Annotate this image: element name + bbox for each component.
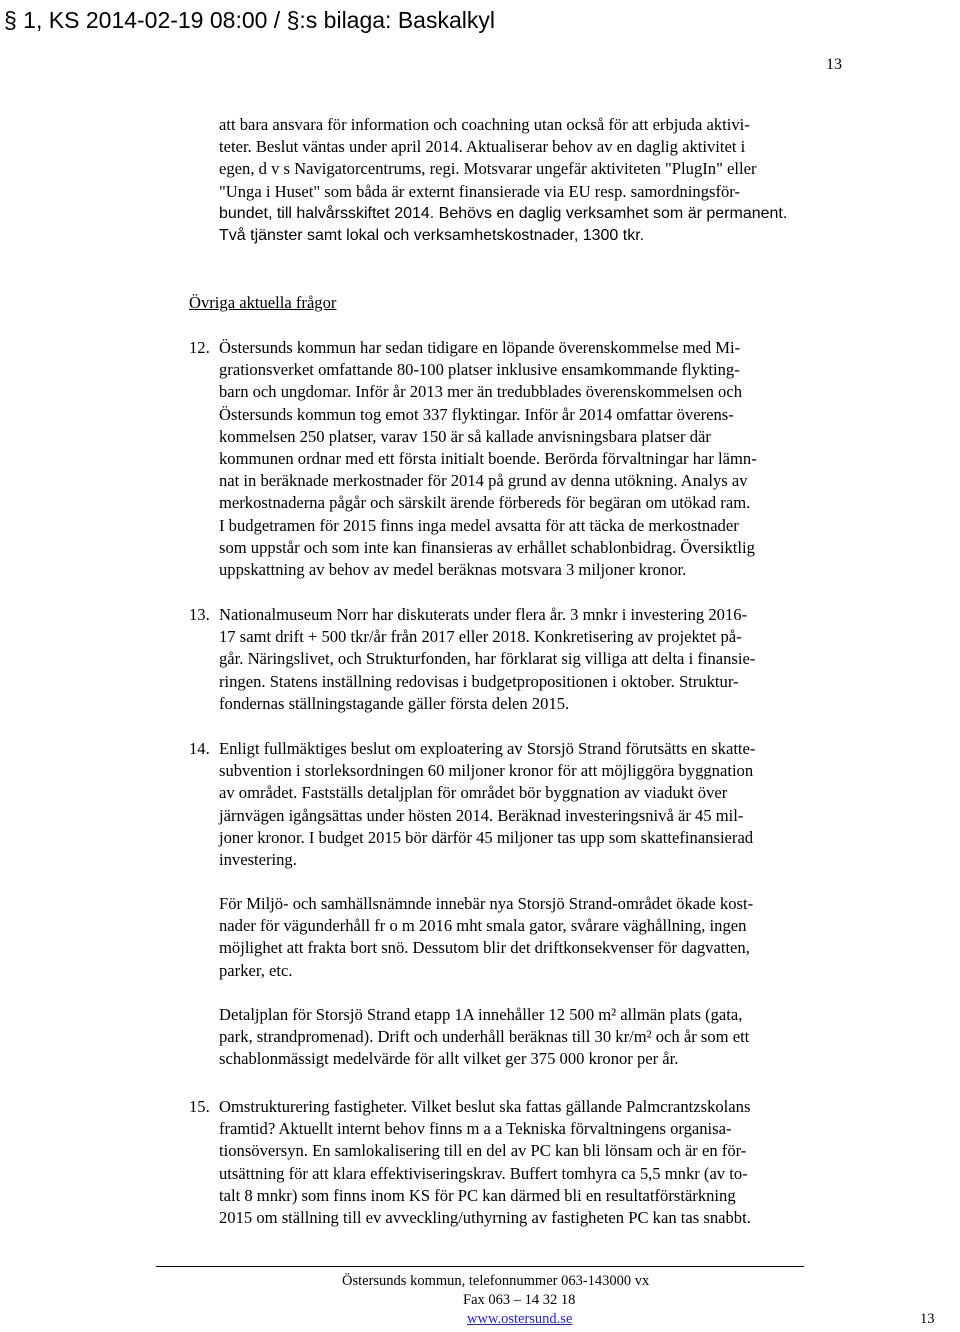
text-line: kommelsen 250 platser, varav 150 är så kallade anvisningsbara platser där <box>219 426 711 446</box>
footer-fax: Fax 063 – 14 32 18 <box>463 1292 576 1308</box>
text-line: schablonmässigt medelvärde för allt vilket ger 375 000 kronor per år. <box>219 1049 679 1069</box>
text-line: bundet, till halvårsskiftet 2014. Behövs en daglig verksamhet som är permanent. <box>219 204 788 222</box>
text-line: utsättning för att klara effektiviseringskrav. Buffert tomhyra ca 5,5 mnkr (av to- <box>219 1163 748 1183</box>
footer-page-number: 13 <box>920 1311 935 1327</box>
item-number: 12. <box>189 338 210 357</box>
text-line: järnvägen igångsättas under hösten 2014. Beräknad investeringsnivå är 45 mil- <box>219 805 744 825</box>
text-line: framtid? Aktuellt internt behov finns m a a Tekniska förvaltningens organisa- <box>219 1119 732 1139</box>
text-line: investering. <box>219 850 297 870</box>
text-line: nat in beräknade merkostnader för 2014 på grund av denna utökning. Analys av <box>219 471 748 491</box>
text-line: Enligt fullmäktiges beslut om exploatering av Storsjö Strand förutsätts en skatte- <box>219 739 756 758</box>
text-line: egen, d v s Navigatorcentrums, regi. Motsvarar ungefär aktiviteten "PlugIn" eller <box>219 159 757 179</box>
item-14-paragraph-3 <box>219 1004 749 1071</box>
text-line: Östersunds kommun tog emot 337 flyktingar. Inför år 2014 omfattar överens- <box>219 404 734 424</box>
text-line: möjlighet att frakta bort snö. Dessutom blir det driftkonsekvenser för dagvatten, <box>219 938 750 958</box>
text-line: Omstrukturering fastigheter. Vilket beslut ska fattas gällande Palmcrantzskolans <box>219 1097 751 1116</box>
section-heading: Övriga aktuella frågor <box>189 293 337 312</box>
text-line: 17 samt drift + 500 tkr/år från 2017 eller 2018. Konkretisering av projektet på- <box>219 627 742 647</box>
footer-contact: Östersunds kommun, telefonnummer 063-143000 vx <box>342 1273 650 1289</box>
footer-divider <box>156 1266 804 1267</box>
window-title: § 1, KS 2014-02-19 08:00 / §:s bilaga: Baskalkyl <box>4 7 495 33</box>
text-line: barn och ungdomar. Inför år 2013 mer än tredubblades överenskommelsen och <box>219 382 743 402</box>
text-line: Detaljplan för Storsjö Strand etapp 1A innehåller 12 500 m² allmän plats (gata, <box>219 1005 743 1024</box>
text-line: kommunen ordnar med ett första initialt boende. Berörda förvaltningar har lämn- <box>219 449 757 469</box>
text-line: att bara ansvara för information och coachning utan också för att erbjuda aktivi- <box>219 115 750 134</box>
text-line: teter. Beslut väntas under april 2014. Aktualiserar behov av en daglig aktivitet i <box>219 137 746 157</box>
item-13-text <box>219 604 755 715</box>
text-line: av området. Fastställs detaljplan för området bör byggnation av viadukt över <box>219 783 728 803</box>
text-line: merkostnaderna pågår och särskilt ärende förbereds för begäran om utökad ram. <box>219 493 751 513</box>
text-line: I budgetramen för 2015 finns inga medel avsatta för att täcka de merkostnader <box>219 515 739 535</box>
text-line: park, strandpromenad). Drift och underhåll beräknas till 30 kr/m² och år som ett <box>219 1027 750 1047</box>
text-line: Nationalmuseum Norr har diskuterats under flera år. 3 mnkr i investering 2016- <box>219 605 748 624</box>
item-14-paragraph-2 <box>219 893 753 982</box>
item-number: 13. <box>189 605 210 624</box>
item-12-text <box>219 337 757 581</box>
item-number: 15. <box>189 1097 210 1116</box>
text-line: 2015 om ställning till ev avveckling/uthyrning av fastigheten PC kan tas snabbt. <box>219 1208 751 1228</box>
text-line: ringen. Statens inställning redovisas i budgetpropositionen i oktober. Struktur- <box>219 671 739 691</box>
footer-website-link[interactable]: www.ostersund.se <box>467 1311 573 1327</box>
text-line: tionsöversyn. En samlokalisering till en del av PC kan bli lönsam och är en för- <box>219 1141 747 1161</box>
text-line: som uppstår och som inte kan finansieras av erhållet schablonbidrag. Översiktlig <box>219 537 755 557</box>
item-14-text <box>219 738 755 871</box>
text-line: För Miljö- och samhällsnämnde innebär nya Storsjö Strand-området ökade kost- <box>219 894 754 913</box>
text-line: uppskattning av behov av medel beräknas motsvara 3 miljoner kronor. <box>219 560 687 580</box>
intro-paragraph <box>219 114 787 247</box>
text-line: "Unga i Huset" som båda är externt finansierade via EU resp. samordningsför- <box>219 181 741 201</box>
item-number: 14. <box>189 739 210 758</box>
text-line: grationsverket omfattande 80-100 platser inklusive ensamkommande flykting- <box>219 360 740 380</box>
text-line: nader för vägunderhåll fr o m 2016 mht smala gator, svårare väghållning, ingen <box>219 916 747 936</box>
text-line: talt 8 mnkr) som finns inom KS för PC kan därmed bli en resultatförstärkning <box>219 1185 736 1205</box>
text-line: joner kronor. I budget 2015 bör därför 45 miljoner tas upp som skattefinansierad <box>219 827 754 847</box>
text-line: går. Näringslivet, och Strukturfonden, har förklarat sig villiga att delta i finansie- <box>219 649 756 669</box>
text-line: subvention i storleksordningen 60 miljoner kronor för att möjliggöra byggnation <box>219 761 754 781</box>
text-line: fondernas ställningstagande gäller första delen 2015. <box>219 693 570 713</box>
text-line: Östersunds kommun har sedan tidigare en löpande överenskommelse med Mi- <box>219 338 741 357</box>
page-number-top: 13 <box>826 56 842 73</box>
text-line: Två tjänster samt lokal och verksamhetskostnader, 1300 tkr. <box>219 227 645 245</box>
text-line: parker, etc. <box>219 960 293 980</box>
item-15-text <box>219 1096 751 1229</box>
